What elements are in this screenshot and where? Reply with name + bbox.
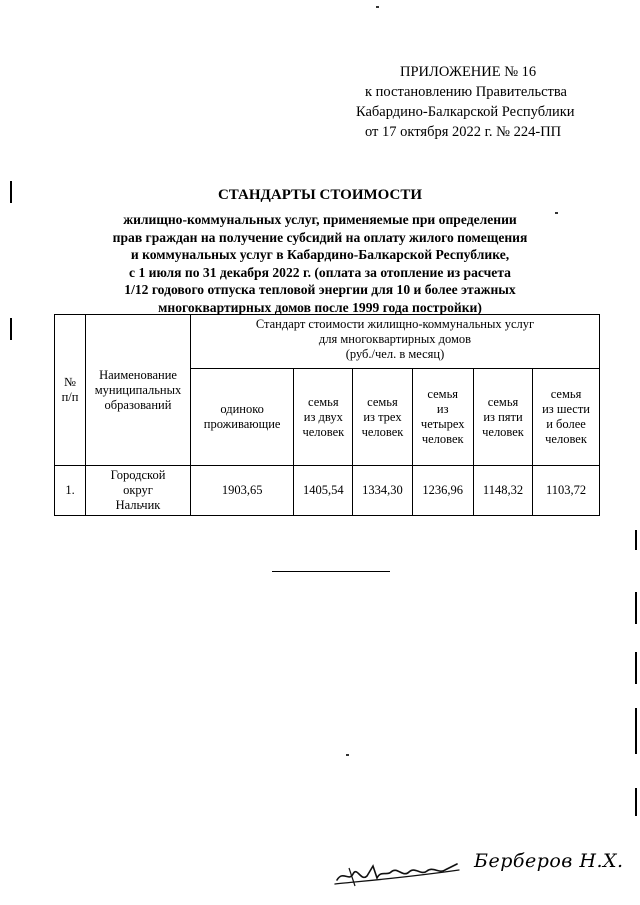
header-family-6-plus: семья из шести и более человек — [533, 369, 600, 466]
scan-margin-mark — [635, 708, 637, 754]
scan-dot — [555, 212, 558, 214]
subtitle-line: 1/12 годового отпуска тепловой энергии для 10 и более этажных — [124, 282, 516, 298]
value-family-2: 1405,54 — [294, 466, 353, 516]
scan-dot — [376, 6, 379, 8]
scan-margin-mark — [635, 788, 637, 816]
scan-margin-mark — [635, 592, 637, 624]
header-family-4: семья из четырех человек — [412, 369, 473, 466]
scan-margin-mark — [10, 318, 12, 340]
closing-rule — [272, 571, 390, 572]
table-row — [55, 466, 600, 516]
scan-dot — [346, 754, 349, 756]
subtitle-line: прав граждан на получение субсидий на оплату жилого помещения — [112, 229, 528, 245]
value-family-6-plus: 1103,72 — [533, 466, 600, 516]
subtitle-line: многоквартирных домов после 1999 года постройки) — [158, 299, 482, 315]
scan-margin-mark — [635, 530, 637, 550]
header-family-3: семья из трех человек — [353, 369, 412, 466]
handwritten-signature — [333, 852, 463, 892]
standards-table — [54, 314, 600, 516]
scan-margin-mark — [635, 652, 637, 684]
subtitle-line: жилищно-коммунальных услуг, применяемые при определении — [123, 212, 517, 227]
value-single: 1903,65 — [191, 466, 294, 516]
annex-line-date: от 17 октября 2022 г. № 224-ПП — [365, 124, 562, 140]
document-title: СТАНДАРТЫ СТОИМОСТИ — [217, 187, 423, 203]
annex-line-republic: Кабардино-Балкарской Республики — [356, 104, 575, 120]
subtitle-line: и коммунальных услуг в Кабардино-Балкарской Республике, — [130, 247, 510, 263]
value-family-3: 1334,30 — [353, 466, 412, 516]
annex-block — [356, 62, 596, 142]
value-family-5: 1148,32 — [473, 466, 532, 516]
header-single: одиноко проживающие — [191, 369, 294, 466]
annex-title: ПРИЛОЖЕНИЕ № 16 — [400, 64, 537, 80]
row-number: 1. — [55, 466, 86, 516]
header-number: № п/п — [55, 315, 86, 466]
row-municipality: Городской округ Нальчик — [86, 466, 191, 516]
header-municipality: Наименование муниципальных образований — [86, 315, 191, 466]
document-subtitle — [70, 211, 570, 317]
header-caption: Стандарт стоимости жилищно-коммунальных услуг для многоквартирных домов (руб./чел. в месяц) — [191, 315, 600, 369]
header-family-5: семья из пяти человек — [473, 369, 532, 466]
subtitle-line: с 1 июля по 31 декабря 2022 г. (оплата за отопление из расчета — [129, 264, 511, 280]
signature-name: Берберов Н.Х. — [474, 850, 624, 872]
annex-line-decree: к постановлению Правительства — [365, 84, 567, 100]
header-family-2: семья из двух человек — [294, 369, 353, 466]
scan-margin-mark — [10, 181, 12, 203]
value-family-4: 1236,96 — [412, 466, 473, 516]
